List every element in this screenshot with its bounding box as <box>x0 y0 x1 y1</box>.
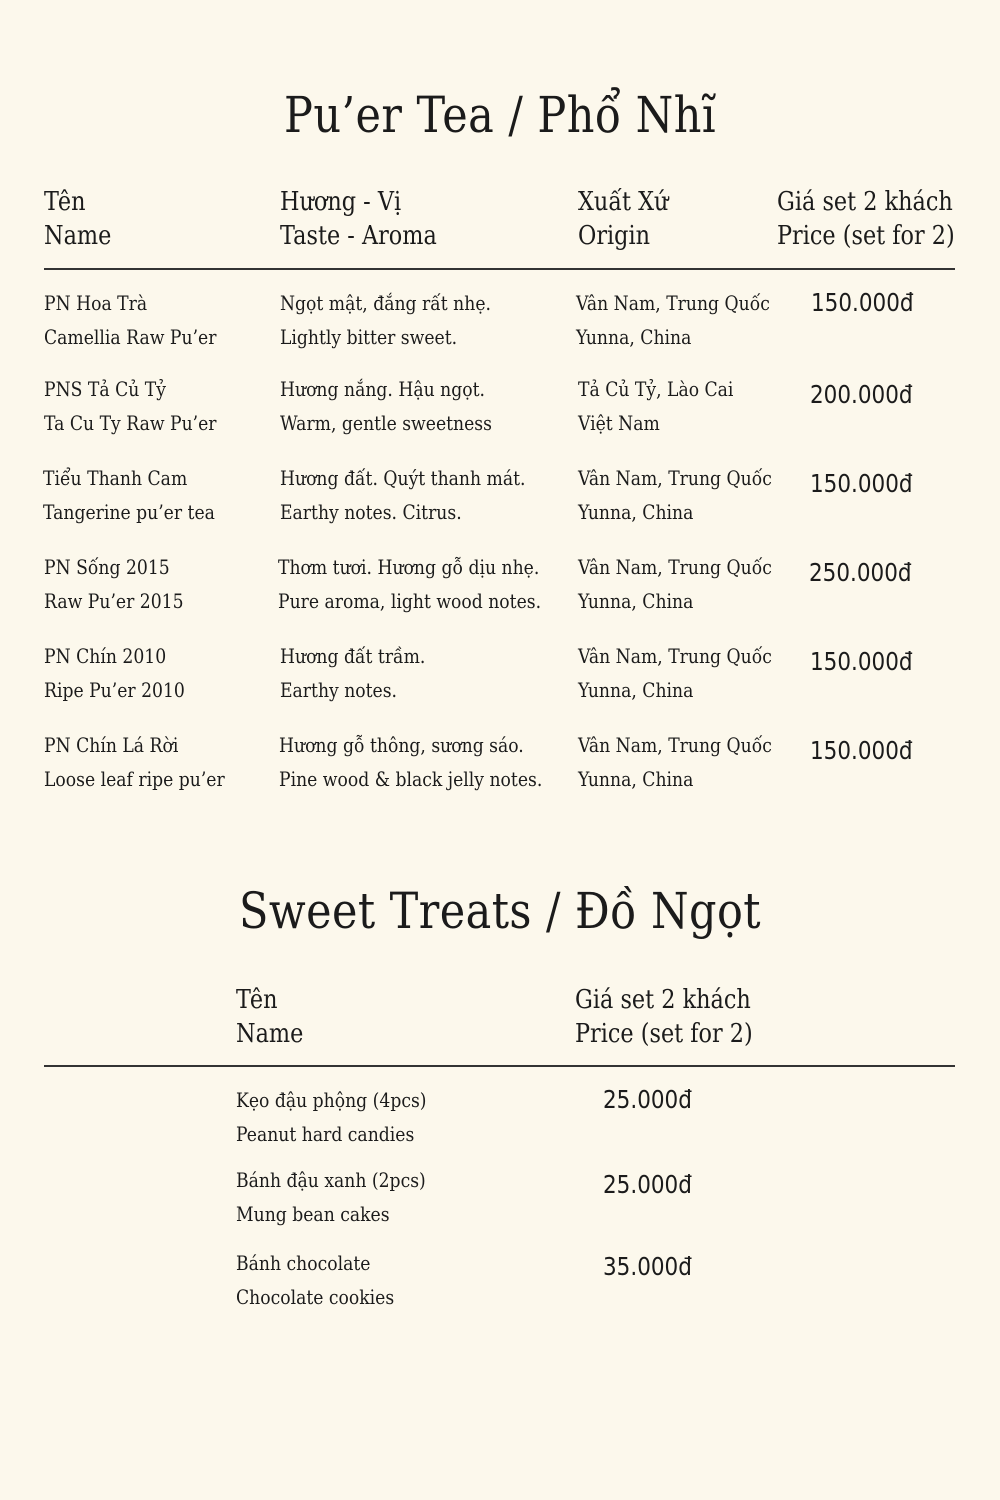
tea-taste-en: Lightly bitter sweet. <box>280 325 458 349</box>
tea-row <box>0 461 1000 531</box>
tea-price: 150.000đ <box>810 736 913 765</box>
tea-taste-en: Earthy notes. Citrus. <box>280 500 462 524</box>
tea-header-taste <box>280 185 437 253</box>
tea-taste <box>280 372 492 440</box>
tea-taste-vi: Hương đất trầm. <box>280 644 426 668</box>
sweet-row <box>0 1246 1000 1316</box>
tea-taste-vi: Ngọt mật, đắng rất nhẹ. <box>280 291 491 315</box>
sweet-name-en: Peanut hard candies <box>236 1122 415 1146</box>
tea-name-en: Loose leaf ripe pu’er <box>44 767 225 791</box>
header-taste-en: Taste - Aroma <box>280 221 437 251</box>
tea-row <box>0 550 1000 620</box>
header-name-vi: Tên <box>236 985 278 1015</box>
tea-section-title: Pu’er Tea / Phổ Nhĩ <box>283 86 717 144</box>
tea-origin <box>578 372 733 440</box>
tea-row <box>0 286 1000 356</box>
header-name-vi: Tên <box>44 187 86 217</box>
tea-price: 200.000đ <box>810 380 913 409</box>
tea-origin-en: Yunna, China <box>578 589 694 613</box>
tea-name <box>44 639 185 707</box>
tea-origin <box>576 286 770 354</box>
tea-taste-en: Warm, gentle sweetness <box>280 411 492 435</box>
tea-header-name <box>44 185 111 253</box>
sweet-name-vi: Bánh chocolate <box>236 1251 371 1275</box>
tea-origin-en: Yunna, China <box>578 500 694 524</box>
tea-header-origin <box>578 185 668 253</box>
tea-header-price <box>777 185 955 253</box>
tea-origin <box>578 550 772 618</box>
header-name-en: Name <box>44 221 112 251</box>
sweets-header-divider <box>44 1065 955 1067</box>
tea-name <box>44 286 216 354</box>
tea-name-en: Tangerine pu’er tea <box>43 500 215 524</box>
tea-price: 250.000đ <box>809 558 912 587</box>
tea-row <box>0 639 1000 709</box>
tea-name-vi: PN Hoa Trà <box>44 291 148 315</box>
tea-name <box>44 372 217 440</box>
tea-taste-en: Earthy notes. <box>280 678 398 702</box>
tea-taste <box>278 550 541 618</box>
sweets-header-price <box>575 983 753 1051</box>
sweets-header-name <box>236 983 303 1051</box>
tea-name-en: Ripe Pu’er 2010 <box>44 678 185 702</box>
tea-name-vi: Tiểu Thanh Cam <box>43 466 188 490</box>
sweet-price: 35.000đ <box>603 1252 692 1281</box>
tea-origin-en: Yunna, China <box>576 325 692 349</box>
tea-origin-vi: Vân Nam, Trung Quốc <box>578 555 772 579</box>
tea-taste-vi: Hương nắng. Hậu ngọt. <box>280 377 485 401</box>
tea-name-en: Ta Cu Ty Raw Pu’er <box>44 411 217 435</box>
tea-taste-vi: Hương đất. Quýt thanh mát. <box>280 466 526 490</box>
sweets-section-title: Sweet Treats / Đồ Ngọt <box>238 882 762 940</box>
tea-name-vi: PN Sống 2015 <box>44 555 170 579</box>
tea-name <box>44 550 184 618</box>
tea-taste <box>280 461 525 529</box>
tea-taste-en: Pine wood & black jelly notes. <box>279 767 543 791</box>
tea-origin <box>578 728 772 796</box>
tea-header-divider <box>44 268 955 270</box>
tea-name-en: Raw Pu’er 2015 <box>44 589 184 613</box>
tea-taste-en: Pure aroma, light wood notes. <box>278 589 542 613</box>
sweet-name-vi: Kẹo đậu phộng (4pcs) <box>236 1088 427 1112</box>
header-price-en: Price (set for 2) <box>575 1019 753 1049</box>
tea-taste-vi: Hương gỗ thông, sương sáo. <box>279 733 524 757</box>
sweet-row <box>0 1083 1000 1153</box>
tea-name-vi: PNS Tả Củ Tỷ <box>44 377 166 401</box>
tea-price: 150.000đ <box>810 469 913 498</box>
sweet-row <box>0 1163 1000 1233</box>
header-taste-vi: Hương - Vị <box>280 187 402 217</box>
header-price-vi: Giá set 2 khách <box>777 187 953 217</box>
tea-origin-vi: Vân Nam, Trung Quốc <box>578 644 772 668</box>
tea-origin <box>578 461 772 529</box>
sweet-name-en: Mung bean cakes <box>236 1202 390 1226</box>
sweet-name <box>236 1083 427 1151</box>
tea-price: 150.000đ <box>811 288 914 317</box>
sweet-name <box>236 1163 426 1231</box>
sweet-price: 25.000đ <box>603 1085 692 1114</box>
tea-name-vi: PN Chín 2010 <box>44 644 167 668</box>
tea-name-vi: PN Chín Lá Rời <box>44 733 179 757</box>
tea-row <box>0 728 1000 798</box>
tea-origin-vi: Vân Nam, Trung Quốc <box>578 733 772 757</box>
tea-origin-vi: Vân Nam, Trung Quốc <box>576 291 770 315</box>
tea-name <box>44 728 225 796</box>
header-name-en: Name <box>236 1019 304 1049</box>
tea-origin <box>578 639 772 707</box>
header-origin-vi: Xuất Xứ <box>578 187 669 217</box>
tea-row <box>0 372 1000 442</box>
sweet-name-en: Chocolate cookies <box>236 1285 395 1309</box>
sweet-price: 25.000đ <box>603 1170 692 1199</box>
tea-price: 150.000đ <box>810 647 913 676</box>
tea-taste-vi: Thơm tươi. Hương gỗ dịu nhẹ. <box>278 555 540 579</box>
tea-name-en: Camellia Raw Pu’er <box>44 325 217 349</box>
header-price-vi: Giá set 2 khách <box>575 985 751 1015</box>
sweet-name-vi: Bánh đậu xanh (2pcs) <box>236 1168 426 1192</box>
header-price-en: Price (set for 2) <box>777 221 955 251</box>
header-origin-en: Origin <box>578 221 651 251</box>
tea-origin-vi: Tả Củ Tỷ, Lào Cai <box>578 377 734 401</box>
tea-origin-en: Yunna, China <box>578 678 694 702</box>
tea-origin-vi: Vân Nam, Trung Quốc <box>578 466 772 490</box>
tea-origin-en: Việt Nam <box>578 411 660 435</box>
tea-taste <box>280 286 491 354</box>
tea-name <box>43 461 215 529</box>
tea-taste <box>280 639 425 707</box>
tea-origin-en: Yunna, China <box>578 767 694 791</box>
sweet-name <box>236 1246 394 1314</box>
tea-taste <box>279 728 542 796</box>
